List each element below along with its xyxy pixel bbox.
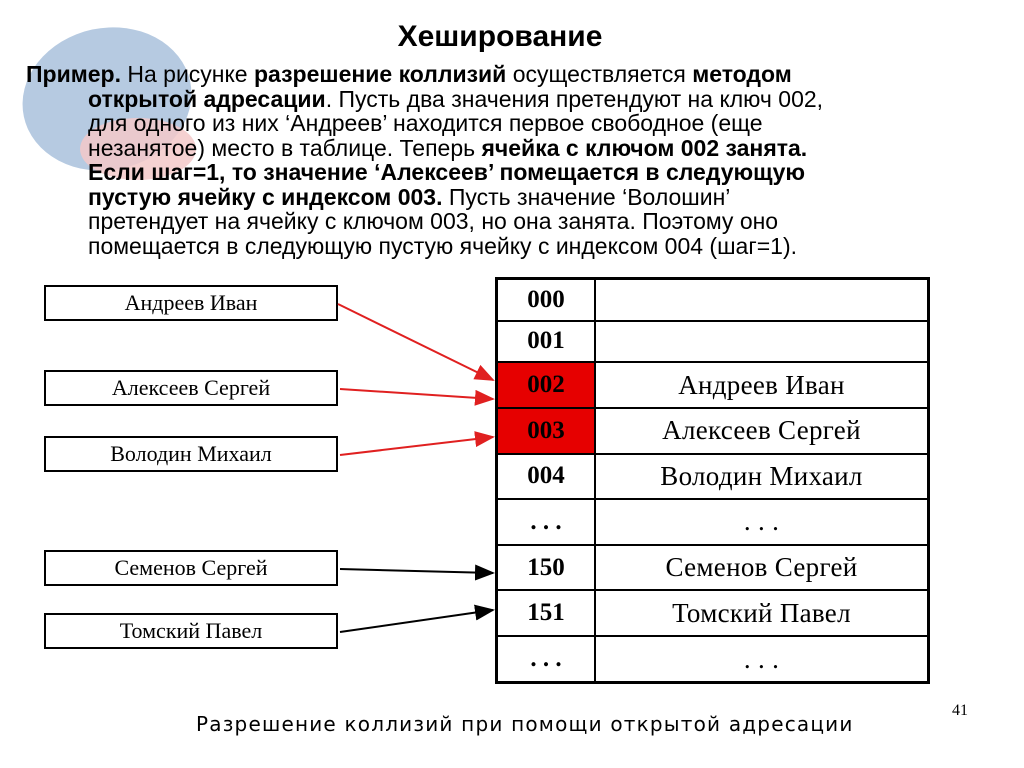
table-row [497,499,929,545]
arrow-andreev-to-002 [338,304,493,380]
key-cell: 150 [497,545,596,591]
table-row [497,408,929,454]
line-7: претендует на ячейку с ключом 003, но она занята. Поэтому оно [88,208,779,234]
value-cell: . . . [595,499,929,545]
source-box-semenov: Семенов Сергей [44,550,338,586]
figure-caption: Разрешение коллизий при помощи открытой адресации [196,712,854,736]
line-5: Если шаг=1, то значение ‘Алексеев’ помещается в следующую [88,159,805,185]
line-8: помещается в следующую пустую ячейку с индексом 004 (шаг=1). [88,232,797,259]
line-6: пустую ячейку с индексом 003. Пусть значение ‘Волошин’ [88,183,731,210]
source-box-alekseev: Алексеев Сергей [44,370,338,406]
key-cell: 000 [497,279,596,321]
hash-table [495,277,930,684]
value-cell: . . . [595,636,929,682]
table-row [497,321,929,363]
value-cell [595,279,929,321]
value-cell: Андреев Иван [595,362,929,408]
key-cell: 001 [497,321,596,363]
key-cell-collision: 002 [497,362,596,408]
value-cell: Володин Михаил [595,454,929,500]
explanation-paragraph [26,62,986,258]
value-cell: Семенов Сергей [595,545,929,591]
arrow-volodin-to-003 [340,437,493,455]
table-row [497,545,929,591]
slide-title: Хеширование [397,20,603,53]
line-2: открытой адресации. Пусть два значения претендуют на ключ 002, [88,85,824,112]
arrow-tomsky-to-151 [340,610,493,632]
line-4: незанятое) место в таблице. Теперь ячейка с ключом 002 занята. [88,134,808,161]
source-box-andreev: Андреев Иван [44,285,338,321]
line-3: для одного из них ‘Андреев’ находится первое свободное (еще [88,110,763,136]
key-cell: 151 [497,590,596,636]
source-box-tomsky: Томский Павел [44,613,338,649]
key-cell: . . . [497,636,596,682]
arrow-alekseev-to-002 [340,389,493,399]
value-cell: Томский Павел [595,590,929,636]
key-cell: 004 [497,454,596,500]
page-number: 41 [952,702,968,719]
key-cell-collision: 003 [497,408,596,454]
table-row [497,590,929,636]
arrow-semenov-to-150 [340,569,493,573]
table-row [497,362,929,408]
line-1: Пример. На рисунке разрешение коллизий осуществляется методом [26,61,792,87]
value-cell [595,321,929,363]
table-row [497,279,929,321]
table-row [497,636,929,682]
source-box-volodin: Володин Михаил [44,436,338,472]
key-cell: . . . [497,499,596,545]
table-row [497,454,929,500]
value-cell: Алексеев Сергей [595,408,929,454]
